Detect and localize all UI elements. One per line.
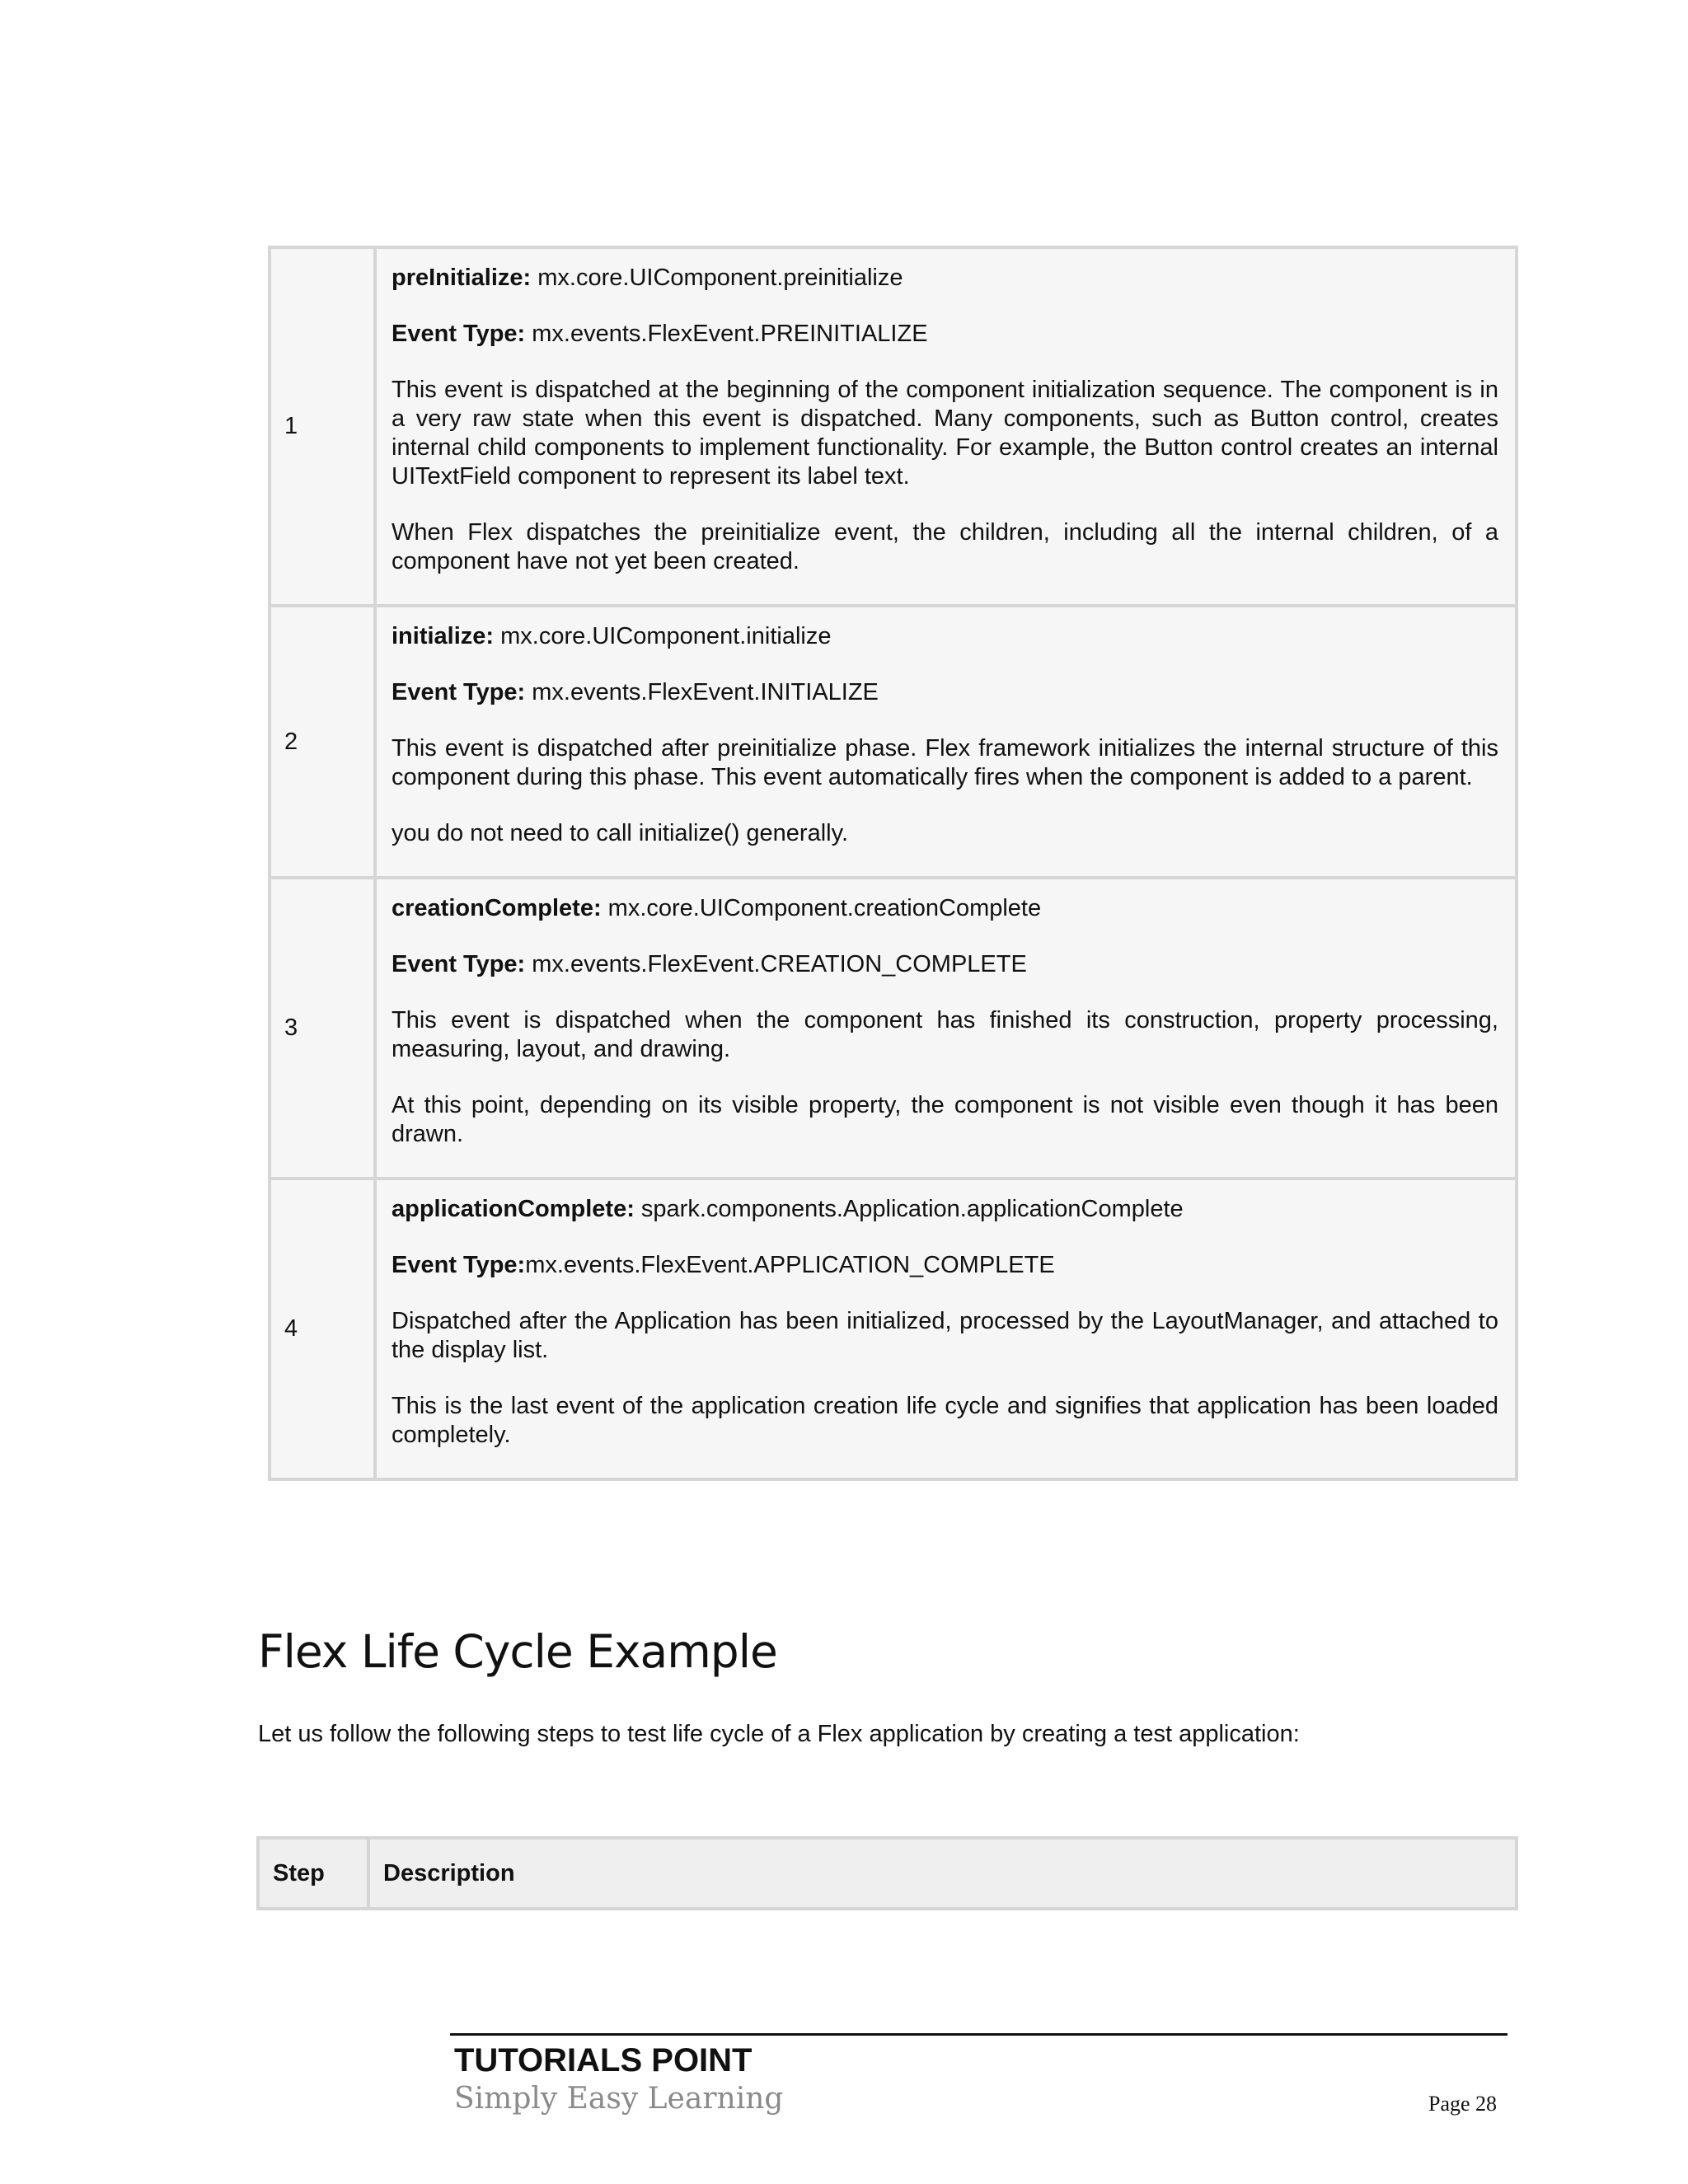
section-heading: Flex Life Cycle Example bbox=[258, 1625, 777, 1678]
event-description bbox=[375, 247, 1517, 606]
table-header-row bbox=[258, 1838, 1517, 1909]
footer-divider bbox=[450, 2033, 1507, 2036]
event-name-line bbox=[392, 1195, 1498, 1224]
event-type-value: mx.events.FlexEvent.INITIALIZE bbox=[525, 679, 879, 705]
event-paragraph: Dispatched after the Application has been initialized, processed by the LayoutManager, and attached to the display list. bbox=[392, 1308, 1498, 1363]
event-ref: mx.core.UIComponent.preinitialize bbox=[531, 265, 903, 291]
page-number: Page 28 bbox=[1428, 2092, 1498, 2116]
event-paragraph: This event is dispatched when the component has finished its construction, property processing, measuring, layout, and drawing. bbox=[392, 1007, 1498, 1062]
event-type-value: mx.events.FlexEvent.CREATION_COMPLETE bbox=[525, 951, 1027, 977]
event-number: 3 bbox=[270, 878, 375, 1179]
event-paragraph: At this point, depending on its visible property, the component is not visible even though it has been drawn. bbox=[392, 1092, 1498, 1147]
table-row bbox=[270, 1179, 1517, 1479]
event-type-label: Event Type: bbox=[392, 1252, 526, 1278]
footer-brand: TUTORIALS POINT bbox=[454, 2042, 753, 2079]
event-type-line bbox=[392, 950, 1498, 979]
event-name: initialize: bbox=[392, 623, 495, 649]
event-type-value: mx.events.FlexEvent.APPLICATION_COMPLETE bbox=[525, 1252, 1055, 1278]
column-header-description: Description bbox=[368, 1838, 1517, 1909]
events-table bbox=[268, 246, 1518, 1481]
event-name: preInitialize: bbox=[392, 265, 532, 291]
footer-tagline: Simply Easy Learning bbox=[454, 2082, 784, 2116]
event-paragraph: you do not need to call initialize() generally. bbox=[392, 820, 849, 846]
event-type-line bbox=[392, 320, 1498, 349]
event-number: 2 bbox=[270, 606, 375, 878]
event-paragraph: This is the last event of the application creation life cycle and signifies that application has been loaded completely. bbox=[392, 1393, 1498, 1448]
event-type-line bbox=[392, 1251, 1498, 1280]
event-name: creationComplete: bbox=[392, 895, 602, 921]
event-description bbox=[375, 606, 1517, 878]
event-type-line bbox=[392, 678, 1498, 707]
event-paragraph: This event is dispatched after preinitialize phase. Flex framework initializes the internal structure of this component during this phase. This event automatically fires when the component is added to a parent. bbox=[392, 735, 1498, 790]
event-ref: mx.core.UIComponent.initialize bbox=[494, 623, 832, 649]
event-type-label: Event Type: bbox=[392, 951, 526, 977]
event-description bbox=[375, 878, 1517, 1179]
table-row bbox=[270, 606, 1517, 878]
event-ref: spark.components.Application.applicationComplete bbox=[634, 1196, 1184, 1222]
event-number: 4 bbox=[270, 1179, 375, 1479]
event-type-label: Event Type: bbox=[392, 321, 526, 347]
event-number: 1 bbox=[270, 247, 375, 606]
event-name: applicationComplete: bbox=[392, 1196, 635, 1222]
steps-table bbox=[256, 1836, 1518, 1910]
event-description bbox=[375, 1179, 1517, 1479]
table-row bbox=[270, 247, 1517, 606]
event-ref: mx.core.UIComponent.creationComplete bbox=[601, 895, 1042, 921]
event-name-line bbox=[392, 264, 1498, 293]
event-type-label: Event Type: bbox=[392, 679, 526, 705]
event-type-value: mx.events.FlexEvent.PREINITIALIZE bbox=[525, 321, 928, 347]
table-row bbox=[270, 878, 1517, 1179]
event-name-line bbox=[392, 622, 1498, 651]
event-paragraph: When Flex dispatches the preinitialize event, the children, including all the internal children, of a component have not yet been created. bbox=[392, 519, 1498, 574]
event-paragraph: This event is dispatched at the beginning of the component initialization sequence. The component is in a very raw state when this event is dispatched. Many components, such as Button control, creates internal child components to implement functionality. For example, the Button control creates an internal UITextField component to represent its label text. bbox=[392, 377, 1498, 490]
event-name-line bbox=[392, 894, 1498, 923]
section-intro: Let us follow the following steps to test life cycle of a Flex application by creating a test application: bbox=[258, 1721, 1300, 1747]
column-header-step: Step bbox=[258, 1838, 368, 1909]
